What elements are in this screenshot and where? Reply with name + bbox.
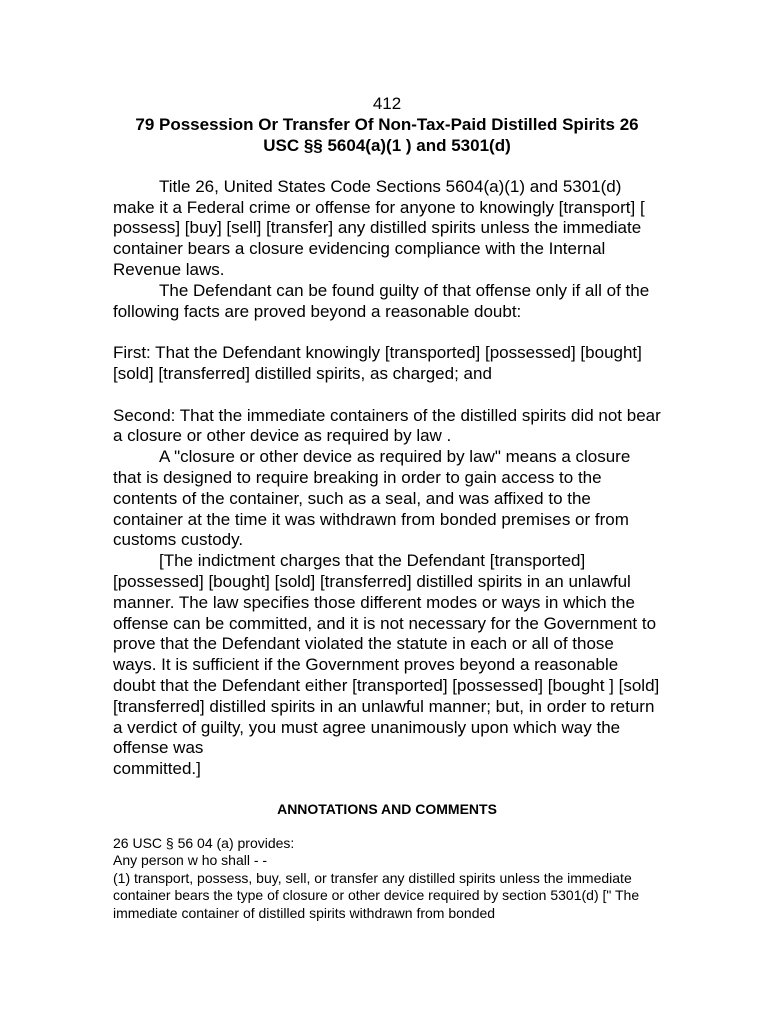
annotation-line-2: Any person w ho shall - - [113, 852, 268, 869]
page-number: 412 [372, 94, 402, 113]
paragraph-closure-definition: A "closure or other device as required by law" means a closure that is designed to require breaking in order to gain access to the contents of the container, such as a seal, and was affixed to the container at the time it was withdrawn from bonded premises or from customs custody. [113, 447, 631, 550]
paragraph-indictment-modes-end: committed.] [113, 759, 201, 779]
spacer [113, 780, 661, 800]
spacer [113, 322, 661, 343]
spacer [113, 818, 661, 835]
annotation-line-1: 26 USC § 56 04 (a) provides: [113, 834, 295, 851]
paragraph-statute-overview: Title 26, United States Code Sections 5604(a)(1) and 5301(d) make it a Federal crime or offense for anyone to knowingly [transport] [ possess] [buy] [sell] [transfer] any distilled spirits unless the immediate container bears a closure evidencing compliance with the Internal Revenue laws. [113, 176, 645, 279]
element-second: Second: That the immediate containers of the distilled spirits did not bear a closure or other device as required by law . [113, 405, 661, 446]
document-title-line-1: 79 Possession Or Transfer Of Non-Tax-Paid Distilled Spirits 26 [135, 115, 639, 134]
element-first: First: That the Defendant knowingly [transported] [possessed] [bought] [sold] [transferred] distilled spirits, as charged; and [113, 343, 642, 383]
paragraph-indictment-modes: [The indictment charges that the Defendant [transported] [possessed] [bought] [sold] [transferred] distilled spirits in an unlawful manner. The law specifies those different modes or ways in which the offense can be committed, and it is not necessary for the Government to prove that the Defendant violated the statute in each or all of those ways. It is sufficient if the Government proves beyond a reasonable doubt that the Defendant either [transported] [possessed] [bought ] [sold] [transferred] distilled spirits in an unlawful manner; but, in order to return a verdict of guilty, you must agree unanimously upon which way the offense was [113, 551, 660, 758]
paragraph-guilt-standard: The Defendant can be found guilty of that offense only if all of the following facts are proved beyond a reasonable doubt: [113, 280, 650, 321]
annotation-line-3: (1) transport, possess, buy, sell, or transfer any distilled spirits unless the immediate container bears the type of closure or other device required by section 5301(d) [" The immediate container of distilled spirits withdrawn from bonded [113, 869, 640, 921]
document-page [113, 93, 661, 922]
annotations-heading: ANNOTATIONS AND COMMENTS [277, 800, 497, 817]
spacer [113, 156, 661, 177]
document-title-line-2: USC §§ 5604(a)(1 ) and 5301(d) [263, 136, 511, 155]
spacer [113, 385, 661, 406]
